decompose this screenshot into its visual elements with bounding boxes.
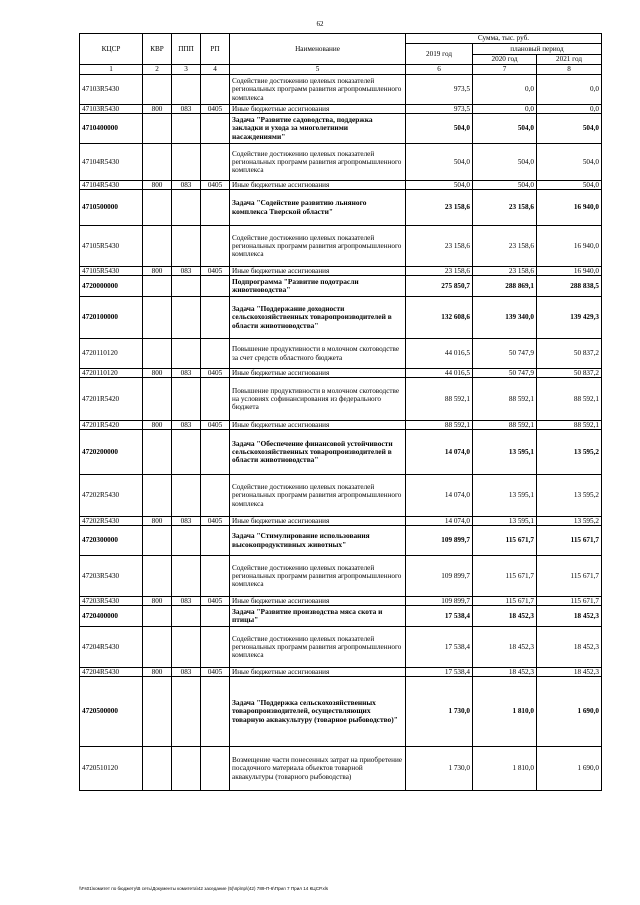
amount-2021-cell: 18 452,3 xyxy=(537,668,602,677)
kcsr-cell: 47104R5430 xyxy=(80,144,143,181)
ppp-cell: 083 xyxy=(172,597,201,606)
budget-table xyxy=(79,33,602,791)
rp-cell xyxy=(201,297,230,339)
name-cell: Подпрограмма "Развитие подотрасли животноводства" xyxy=(230,276,406,297)
kvr-cell: 800 xyxy=(143,597,172,606)
column-number-row xyxy=(80,65,602,75)
amount-2021-cell: 1 690,0 xyxy=(537,747,602,791)
amount-2019-cell: 109 899,7 xyxy=(406,597,473,606)
kcsr-cell: 47202R5430 xyxy=(80,475,143,517)
ppp-cell xyxy=(172,339,201,369)
ppp-cell xyxy=(172,475,201,517)
amount-2019-cell: 973,5 xyxy=(406,105,473,114)
ppp-cell xyxy=(172,297,201,339)
kvr-cell: 800 xyxy=(143,267,172,276)
name-cell: Иные бюджетные ассигнования xyxy=(230,517,406,526)
amount-2020-cell: 13 595,1 xyxy=(473,517,537,526)
table-row xyxy=(80,114,602,144)
ppp-cell xyxy=(172,556,201,597)
kvr-cell: 800 xyxy=(143,668,172,677)
kvr-cell xyxy=(143,339,172,369)
kvr-cell xyxy=(143,190,172,226)
rp-cell: 0405 xyxy=(201,668,230,677)
amount-2020-cell: 0,0 xyxy=(473,105,537,114)
name-cell: Задача "Поддержание доходности сельскохозяйственных товаропроизводителей в области животноводства" xyxy=(230,297,406,339)
amount-2020-cell: 504,0 xyxy=(473,181,537,190)
name-cell: Задача "Развитие садоводства, поддержка закладки и ухода за многолетними насаждениями" xyxy=(230,114,406,144)
name-cell: Иные бюджетные ассигнования xyxy=(230,597,406,606)
amount-2020-cell: 23 158,6 xyxy=(473,190,537,226)
table-row xyxy=(80,597,602,606)
amount-2020-cell: 504,0 xyxy=(473,144,537,181)
kcsr-cell: 47103R5430 xyxy=(80,105,143,114)
kcsr-cell: 47202R5430 xyxy=(80,517,143,526)
column-number: 2 xyxy=(143,65,172,75)
amount-2021-cell: 88 592,1 xyxy=(537,378,602,421)
ppp-cell: 083 xyxy=(172,421,201,430)
name-cell: Повышение продуктивности в молочном скотоводстве за счет средств областного бюджета xyxy=(230,339,406,369)
amount-2021-cell: 0,0 xyxy=(537,105,602,114)
amount-2019-cell: 1 730,0 xyxy=(406,747,473,791)
amount-2021-cell: 13 595,2 xyxy=(537,517,602,526)
amount-2021-cell: 18 452,3 xyxy=(537,606,602,627)
name-cell: Содействие достижению целевых показателей региональных программ развития агропромышленного комплекса xyxy=(230,627,406,668)
kcsr-cell: 4710500000 xyxy=(80,190,143,226)
kcsr-cell: 4720000000 xyxy=(80,276,143,297)
name-cell: Иные бюджетные ассигнования xyxy=(230,668,406,677)
ppp-cell xyxy=(172,430,201,475)
rp-cell xyxy=(201,339,230,369)
name-cell: Задача "Поддержка сельскохозяйственных товаропроизводителей, осуществляющих товарную аквакультуру (товарное рыбоводство)" xyxy=(230,677,406,747)
kcsr-cell: 47104R5430 xyxy=(80,181,143,190)
column-number: 1 xyxy=(80,65,143,75)
rp-cell: 0405 xyxy=(201,421,230,430)
amount-2021-cell: 16 940,0 xyxy=(537,190,602,226)
amount-2020-cell: 18 452,3 xyxy=(473,606,537,627)
amount-2019-cell: 23 158,6 xyxy=(406,190,473,226)
ppp-cell xyxy=(172,627,201,668)
column-number: 4 xyxy=(201,65,230,75)
name-cell: Повышение продуктивности в молочном скотоводстве на условиях софинансирования из федерального бюджета xyxy=(230,378,406,421)
amount-2019-cell: 109 899,7 xyxy=(406,526,473,556)
column-number: 8 xyxy=(537,65,602,75)
table-row xyxy=(80,677,602,747)
ppp-cell xyxy=(172,606,201,627)
amount-2021-cell: 0,0 xyxy=(537,75,602,105)
amount-2020-cell: 88 592,1 xyxy=(473,378,537,421)
table-row xyxy=(80,556,602,597)
name-cell: Иные бюджетные ассигнования xyxy=(230,105,406,114)
amount-2020-cell: 115 671,7 xyxy=(473,556,537,597)
name-cell: Содействие достижению целевых показателей региональных программ развития агропромышленного комплекса xyxy=(230,144,406,181)
ppp-cell xyxy=(172,526,201,556)
amount-2019-cell: 14 074,0 xyxy=(406,430,473,475)
amount-2019-cell: 17 538,4 xyxy=(406,606,473,627)
amount-2019-cell: 88 592,1 xyxy=(406,378,473,421)
table-row xyxy=(80,75,602,105)
amount-2020-cell: 23 158,6 xyxy=(473,267,537,276)
kcsr-cell: 47201R5420 xyxy=(80,421,143,430)
amount-2020-cell: 504,0 xyxy=(473,114,537,144)
rp-cell xyxy=(201,378,230,421)
rp-cell xyxy=(201,606,230,627)
kvr-cell: 800 xyxy=(143,181,172,190)
header-kvr: КВР xyxy=(143,34,172,65)
table-row xyxy=(80,226,602,267)
kvr-cell xyxy=(143,747,172,791)
rp-cell xyxy=(201,627,230,668)
amount-2021-cell: 1 690,0 xyxy=(537,677,602,747)
amount-2020-cell: 139 340,0 xyxy=(473,297,537,339)
amount-2021-cell: 504,0 xyxy=(537,144,602,181)
header-year-2021: 2021 год xyxy=(537,55,602,65)
rp-cell xyxy=(201,677,230,747)
amount-2021-cell: 115 671,7 xyxy=(537,526,602,556)
kcsr-cell: 4720110120 xyxy=(80,339,143,369)
name-cell: Задача "Обеспечение финансовой устойчивости сельскохозяйственных товаропроизводителей в области животноводства" xyxy=(230,430,406,475)
ppp-cell: 083 xyxy=(172,369,201,378)
ppp-cell xyxy=(172,677,201,747)
amount-2019-cell: 14 074,0 xyxy=(406,475,473,517)
rp-cell xyxy=(201,226,230,267)
name-cell: Иные бюджетные ассигнования xyxy=(230,421,406,430)
table-row xyxy=(80,606,602,627)
ppp-cell xyxy=(172,378,201,421)
kcsr-cell: 47203R5430 xyxy=(80,597,143,606)
table-row xyxy=(80,627,602,668)
rp-cell xyxy=(201,190,230,226)
amount-2021-cell: 50 837,2 xyxy=(537,369,602,378)
kvr-cell: 800 xyxy=(143,517,172,526)
kcsr-cell: 4720100000 xyxy=(80,297,143,339)
table-row xyxy=(80,267,602,276)
table-row xyxy=(80,105,602,114)
name-cell: Иные бюджетные ассигнования xyxy=(230,267,406,276)
table-row xyxy=(80,430,602,475)
table-row xyxy=(80,190,602,226)
rp-cell xyxy=(201,526,230,556)
kcsr-cell: 4720110120 xyxy=(80,369,143,378)
name-cell: Задача "Развитие производства мяса скота и птицы" xyxy=(230,606,406,627)
amount-2020-cell: 13 595,1 xyxy=(473,475,537,517)
amount-2020-cell: 288 869,1 xyxy=(473,276,537,297)
table-row xyxy=(80,668,602,677)
amount-2021-cell: 13 595,2 xyxy=(537,475,602,517)
name-cell: Содействие достижению целевых показателей региональных программ развития агропромышленного комплекса xyxy=(230,75,406,105)
header-kcsr: КЦСР xyxy=(80,34,143,65)
kvr-cell xyxy=(143,114,172,144)
column-number: 3 xyxy=(172,65,201,75)
kcsr-cell: 4720500000 xyxy=(80,677,143,747)
table-row xyxy=(80,517,602,526)
column-number: 7 xyxy=(473,65,537,75)
kcsr-cell: 47103R5430 xyxy=(80,75,143,105)
amount-2019-cell: 14 074,0 xyxy=(406,517,473,526)
amount-2019-cell: 504,0 xyxy=(406,144,473,181)
ppp-cell xyxy=(172,226,201,267)
amount-2019-cell: 132 608,6 xyxy=(406,297,473,339)
table-row xyxy=(80,276,602,297)
ppp-cell xyxy=(172,190,201,226)
rp-cell xyxy=(201,75,230,105)
ppp-cell: 083 xyxy=(172,668,201,677)
amount-2019-cell: 44 016,5 xyxy=(406,369,473,378)
amount-2021-cell: 504,0 xyxy=(537,181,602,190)
amount-2019-cell: 17 538,4 xyxy=(406,668,473,677)
kvr-cell xyxy=(143,276,172,297)
table-row xyxy=(80,339,602,369)
amount-2019-cell: 504,0 xyxy=(406,114,473,144)
amount-2020-cell: 18 452,3 xyxy=(473,668,537,677)
ppp-cell: 083 xyxy=(172,517,201,526)
page-number: 62 xyxy=(316,20,324,28)
file-path-footer: \\Fs01\комитет по бюджету\В сеть\Документы комитета\42 заседание (5)\пр\пр\(42) 789-П-6\Прил 7 Прил 14 КЦСР.xls xyxy=(79,886,329,891)
rp-cell xyxy=(201,556,230,597)
amount-2021-cell: 88 592,1 xyxy=(537,421,602,430)
kvr-cell xyxy=(143,430,172,475)
amount-2019-cell: 23 158,6 xyxy=(406,226,473,267)
rp-cell: 0405 xyxy=(201,181,230,190)
amount-2020-cell: 13 595,1 xyxy=(473,430,537,475)
table-row xyxy=(80,475,602,517)
header-rp: РП xyxy=(201,34,230,65)
rp-cell xyxy=(201,114,230,144)
rp-cell xyxy=(201,430,230,475)
kvr-cell xyxy=(143,556,172,597)
kcsr-cell: 4720400000 xyxy=(80,606,143,627)
kcsr-cell: 4720510120 xyxy=(80,747,143,791)
kcsr-cell: 47105R5430 xyxy=(80,267,143,276)
rp-cell: 0405 xyxy=(201,517,230,526)
kvr-cell: 800 xyxy=(143,421,172,430)
amount-2021-cell: 504,0 xyxy=(537,114,602,144)
ppp-cell: 083 xyxy=(172,267,201,276)
rp-cell xyxy=(201,144,230,181)
amount-2020-cell: 50 747,9 xyxy=(473,369,537,378)
kvr-cell xyxy=(143,677,172,747)
rp-cell xyxy=(201,276,230,297)
kvr-cell: 800 xyxy=(143,105,172,114)
kcsr-cell: 47204R5430 xyxy=(80,668,143,677)
amount-2019-cell: 88 592,1 xyxy=(406,421,473,430)
amount-2020-cell: 23 158,6 xyxy=(473,226,537,267)
amount-2019-cell: 1 730,0 xyxy=(406,677,473,747)
amount-2020-cell: 1 810,0 xyxy=(473,747,537,791)
header-sum: Сумма, тыс. руб. xyxy=(406,34,602,44)
amount-2020-cell: 115 671,7 xyxy=(473,526,537,556)
ppp-cell xyxy=(172,747,201,791)
kcsr-cell: 47204R5430 xyxy=(80,627,143,668)
column-number: 6 xyxy=(406,65,473,75)
kcsr-cell: 4710400000 xyxy=(80,114,143,144)
rp-cell: 0405 xyxy=(201,597,230,606)
column-number: 5 xyxy=(230,65,406,75)
kcsr-cell: 47105R5430 xyxy=(80,226,143,267)
name-cell: Содействие достижению целевых показателей региональных программ развития агропромышленного комплекса xyxy=(230,475,406,517)
header-name: Наименование xyxy=(230,34,406,65)
ppp-cell xyxy=(172,144,201,181)
name-cell: Иные бюджетные ассигнования xyxy=(230,369,406,378)
kvr-cell xyxy=(143,606,172,627)
amount-2020-cell: 88 592,1 xyxy=(473,421,537,430)
amount-2020-cell: 1 810,0 xyxy=(473,677,537,747)
amount-2019-cell: 504,0 xyxy=(406,181,473,190)
name-cell: Содействие достижению целевых показателей региональных программ развития агропромышленного комплекса xyxy=(230,556,406,597)
table-row xyxy=(80,421,602,430)
kvr-cell xyxy=(143,144,172,181)
table-row xyxy=(80,181,602,190)
kvr-cell: 800 xyxy=(143,369,172,378)
kvr-cell xyxy=(143,475,172,517)
name-cell: Возмещение части понесенных затрат на приобретение посадочного материала объектов товарной аквакультуры (товарного рыбоводства) xyxy=(230,747,406,791)
ppp-cell xyxy=(172,276,201,297)
name-cell: Содействие достижению целевых показателей региональных программ развития агропромышленного комплекса xyxy=(230,226,406,267)
amount-2021-cell: 13 595,2 xyxy=(537,430,602,475)
ppp-cell: 083 xyxy=(172,181,201,190)
table-row xyxy=(80,526,602,556)
amount-2021-cell: 288 838,5 xyxy=(537,276,602,297)
ppp-cell xyxy=(172,114,201,144)
rp-cell: 0405 xyxy=(201,369,230,378)
name-cell: Задача "Стимулирование использования высокопродуктивных животных" xyxy=(230,526,406,556)
amount-2019-cell: 275 850,7 xyxy=(406,276,473,297)
kvr-cell xyxy=(143,627,172,668)
kvr-cell xyxy=(143,378,172,421)
amount-2019-cell: 44 016,5 xyxy=(406,339,473,369)
amount-2019-cell: 23 158,6 xyxy=(406,267,473,276)
amount-2021-cell: 139 429,3 xyxy=(537,297,602,339)
rp-cell xyxy=(201,475,230,517)
amount-2021-cell: 16 940,0 xyxy=(537,267,602,276)
kvr-cell xyxy=(143,75,172,105)
kcsr-cell: 47203R5430 xyxy=(80,556,143,597)
amount-2020-cell: 0,0 xyxy=(473,75,537,105)
name-cell: Иные бюджетные ассигнования xyxy=(230,181,406,190)
kcsr-cell: 4720300000 xyxy=(80,526,143,556)
amount-2021-cell: 18 452,3 xyxy=(537,627,602,668)
kvr-cell xyxy=(143,526,172,556)
amount-2019-cell: 973,5 xyxy=(406,75,473,105)
ppp-cell: 083 xyxy=(172,105,201,114)
table-row xyxy=(80,144,602,181)
amount-2021-cell: 115 671,7 xyxy=(537,556,602,597)
amount-2020-cell: 50 747,9 xyxy=(473,339,537,369)
header-year-2020: 2020 год xyxy=(473,55,537,65)
table-row xyxy=(80,369,602,378)
rp-cell: 0405 xyxy=(201,105,230,114)
header-year-2019: 2019 год xyxy=(406,44,473,65)
kvr-cell xyxy=(143,297,172,339)
table-row xyxy=(80,747,602,791)
ppp-cell xyxy=(172,75,201,105)
kvr-cell xyxy=(143,226,172,267)
amount-2019-cell: 109 899,7 xyxy=(406,556,473,597)
amount-2020-cell: 18 452,3 xyxy=(473,627,537,668)
kcsr-cell: 4720200000 xyxy=(80,430,143,475)
amount-2021-cell: 115 671,7 xyxy=(537,597,602,606)
rp-cell: 0405 xyxy=(201,267,230,276)
amount-2019-cell: 17 538,4 xyxy=(406,627,473,668)
table-row xyxy=(80,378,602,421)
name-cell: Задача "Содействие развитию льняного комплекса Тверской области" xyxy=(230,190,406,226)
amount-2020-cell: 115 671,7 xyxy=(473,597,537,606)
amount-2021-cell: 16 940,0 xyxy=(537,226,602,267)
rp-cell xyxy=(201,747,230,791)
header-ppp: ППП xyxy=(172,34,201,65)
amount-2021-cell: 50 837,2 xyxy=(537,339,602,369)
header-planned-period: плановый период xyxy=(473,44,602,55)
kcsr-cell: 47201R5420 xyxy=(80,378,143,421)
table-row xyxy=(80,297,602,339)
